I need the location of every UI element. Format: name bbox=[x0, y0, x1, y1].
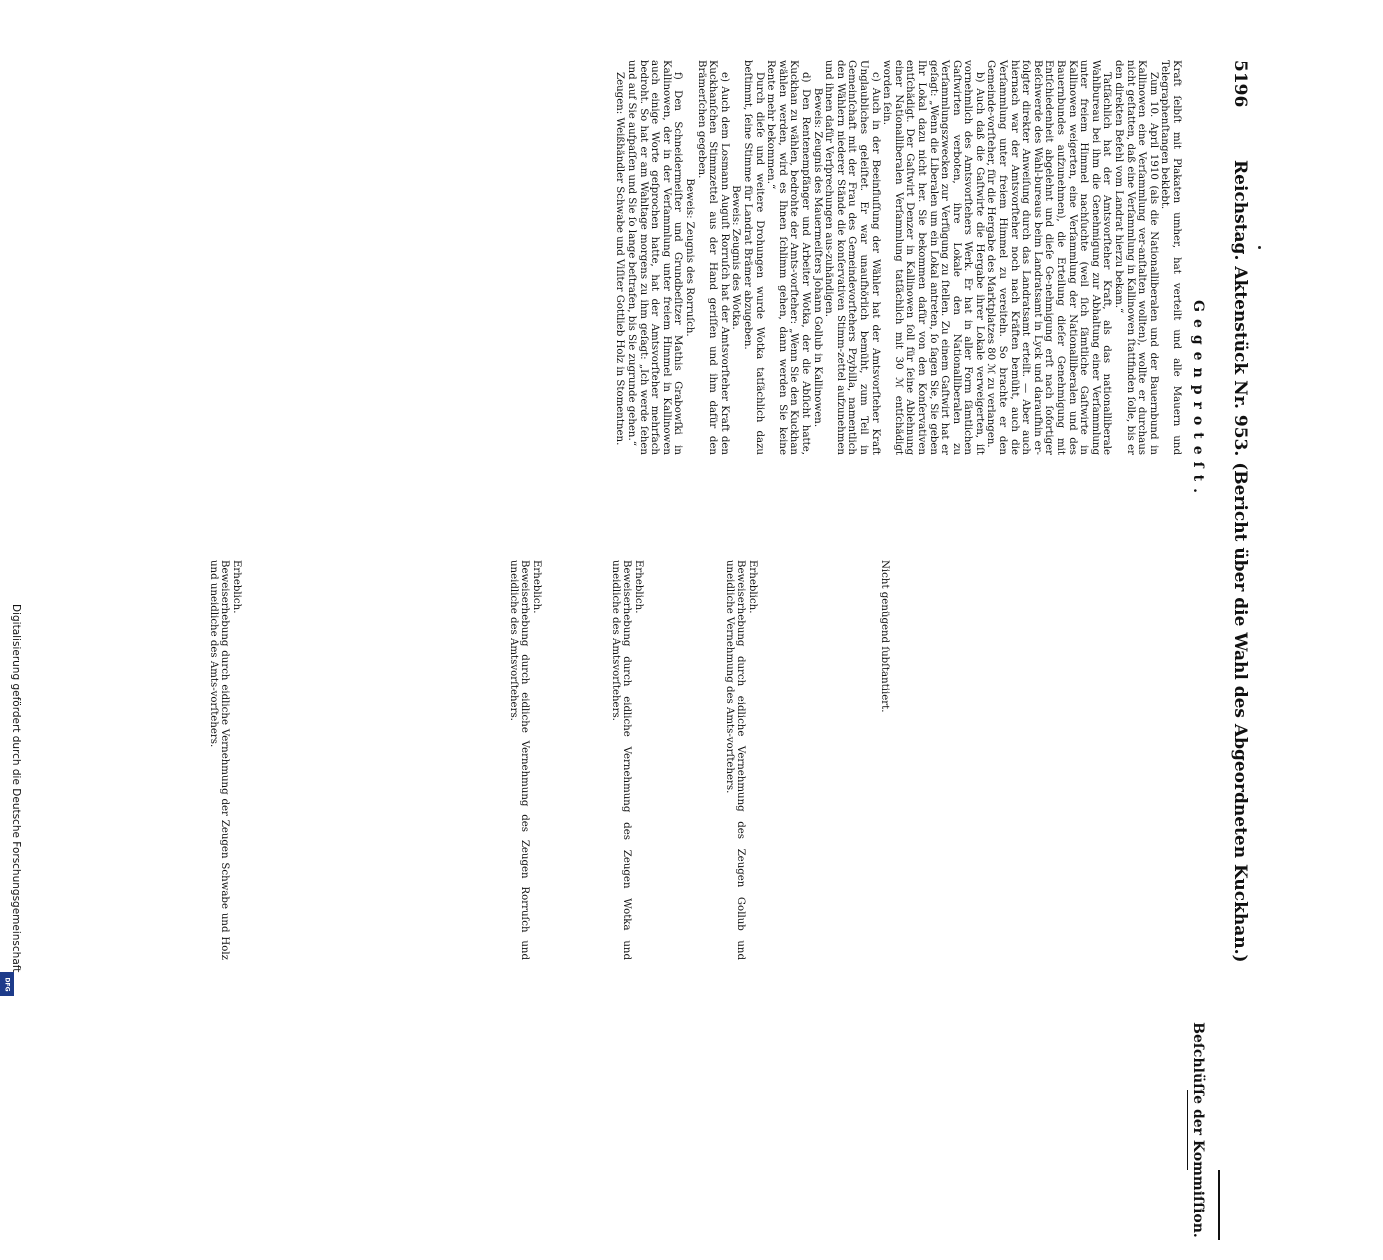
paragraph: Kraft ſelbſt mit Plakaten umher, hat verteilt und alle Mauern und Telegraphenſtangen beklebt. bbox=[1159, 60, 1182, 455]
paragraph: Durch dieſe und weitere Drohungen wurde Wotka tatſächlich dazu beſtimmt, ſeine Stimme für Landrat Brämer abzugeben. bbox=[742, 60, 765, 455]
page-header bbox=[1222, 60, 1250, 1260]
left-column-heading: Gegenproteſt. bbox=[1190, 300, 1206, 500]
decision-text: Beweiserhebung durch eidliche Vernehmung des Zeugen Gollub und uneidliche Vernehmung des Amts-vorſtehers. bbox=[723, 560, 747, 960]
evidence-line: Beweis: Zeugnis des Rorruſch. bbox=[684, 178, 696, 337]
dfg-logo-text: DFG bbox=[3, 976, 11, 992]
paragraph: Tatſächlich hat der Amtsvorſteher Kraft, als das nationalliberale Wahlbureau bei ihm die Genehmigung zur Abhaltung einer Verſammlung unter freiem Himmel nachſuchte (weil ſich ſämtliche Gaſtwirte in Kallinowen weigerten, eine Verſammlung der Nationalliberalen und des Bauernbundes aufzunehmen), die Erteilung dieſer Genehmigung mit Entſchiedenheit abgelehnt und dieſe Ge-nehmigung erſt nach ſofortiger Beſchwerde des Wahl-bureaus beim Landratsamt in Lyck und daraufhin er-folgter direkter Anweiſung durch das Landratsamt erteilt. — Aber auch hiernach war der Amtsvorſteher noch nach Kräften bemüht, auch die Verſammlung unter freiem Himmel zu vereiteln. So brachte er den Gemeinde-vorſteher, für die Hergabe des Marktplatzes 80 ℳ zu verlangen. bbox=[985, 60, 1113, 455]
decision-text: Nicht genügend ſubſtantiiert. bbox=[879, 560, 890, 713]
decision-head: Erheblich. bbox=[231, 560, 242, 614]
heading-rule bbox=[1187, 1090, 1188, 1170]
decision-text: Beweiserhebung durch eidliche Vernehmung des Zeugen Wotka und uneidliche des Amtsvorſtehers. bbox=[609, 560, 633, 960]
page-number: 5196 bbox=[1230, 60, 1250, 108]
decision-text: Beweiserhebung durch eidliche Vernehmung des Zeugen Rorruſch und uneidliche des Amtsvorſtehers. bbox=[507, 560, 531, 960]
decision-item bbox=[207, 560, 242, 960]
decision-item bbox=[878, 560, 890, 960]
evidence-line: Beweis: Zeugnis des Mauermeiſters Johann Gollub in Kallinowen. bbox=[811, 87, 823, 428]
decision-item bbox=[723, 560, 758, 960]
paragraph: f) Den Schneidermeiſter und Grundbeſitzer Mathis Grabowſki in Kallinowen, der in der Verſammlung unter freiem Himmel in Kallinowen auch einige Worte geſprochen hatte, hat der Amtsvorſteher mehrfach bedroht. So hat er am Wahltage morgens zu ihm geſagt: „Ich werde ſehen und auf Sie aufpaſſen und Sie ſo lange beſtrafen, bis Sie zugrunde gehen.“ bbox=[626, 60, 684, 455]
paragraph: b) Auch daß die Gaſtwirte die Hergabe ihrer Lokale verweigerten, iſt vornehmlich des Amtsvorſtehers Werk. Er hat in aller Form ſämtlichen Gaſtwirten verboten, ihre Lokale den Nationalliberalen zu Verſammlungszwecken zur Verfügung zu ſtellen. Zu einem Gaſtwirt hat er geſagt: „Wenn die Liberalen um ein Lokal antreten, ſo ſagen Sie, Sie geben Ihr Lokal dazu nicht her. Sie bekommen dafür von den Konſervativen entſchädigt. Der Gaſtwirt Denzer in Kallinowen ſoll für ſeine Ablehnung einer Nationalliberalen Verſammlung tatſächlich mit 30 ℳ entſchädigt worden ſein. bbox=[881, 60, 985, 455]
decision-item bbox=[507, 560, 542, 960]
decision-head: Erheblich. bbox=[633, 560, 644, 614]
scan-speck bbox=[1258, 246, 1261, 249]
witness-line: Zeugen: Weißhändler Schwabe und Viſiter Gottlieb Holz in Stomentnen. bbox=[614, 72, 626, 446]
decision-item bbox=[609, 560, 644, 960]
paragraph: Zum 10. April 1910 (als die Nationalliberalen und der Bauernbund in Kallinowen eine Verſammlung ver-anſtalten wollten), wollte er durchaus nicht geſtatten, daß eine Verſammlung in Kallinowen ſtattfinden ſolle, bis er den direkten Befehl vom Landrat hierzu bekam.“ bbox=[1113, 60, 1159, 455]
paragraph: d) Den Rentenempfänger und Arbeiter Wotka, der die Abſicht hatte, Kuckhan zu wählen, bedrohte der Amts-vorſteher: „Wenn Sie den Kuckhan wählen werden, wird es Ihnen ſchlimm gehen, dann werden Sie keine Rente mehr bekommen.“ bbox=[765, 60, 811, 455]
header-rule bbox=[1218, 1170, 1220, 1240]
decision-text: Beweiserhebung durch eidliche Vernehmung der Zeugen Schwabe und Holz und uneidliche des Amts-vorſtehers. bbox=[207, 560, 231, 960]
decision-head: Erheblich. bbox=[531, 560, 542, 614]
dfg-logo bbox=[0, 972, 14, 996]
paragraph: c) Auch in der Beeinfluſſung der Wähler hat der Amtsvorſteher Kraft Unglaubliches geleiſtet. Er war unaufhörlich bemüht, zum Teil in Gemeinſchaft mit der Frau des Gemeindevorſtehers Pzybilla, namentlich den Wählern niederer Stände die konſervativen Stimm-zettel aufzunehmen und ihnen dafür Verſprechungen aus-zuhändigen. bbox=[823, 60, 881, 455]
decision-head: Erheblich. bbox=[747, 560, 758, 614]
evidence-line: Beweis: Zeugnis des Wotka. bbox=[730, 185, 742, 330]
protest-column bbox=[614, 60, 1182, 455]
right-column-heading: Beſchlüſſe der Kommiſſion. bbox=[1190, 1022, 1206, 1238]
digitization-credit: Digitalisierung gefördert durch die Deutsche Forschungsgemeinschaft bbox=[10, 604, 22, 973]
paragraph: e) Auch dem Losmann Auguſt Rorruſch hat der Amtsvorſteher Kraft den Kuckhanſchen Stimmzettel aus der Hand geriſſen und ihm dafür den Brämerſchen gegeben. bbox=[695, 60, 730, 455]
running-title: Reichstag. Aktenstück Nr. 953. (Bericht über die Wahl des Abgeordneten Kuckhan.) bbox=[1230, 160, 1250, 963]
